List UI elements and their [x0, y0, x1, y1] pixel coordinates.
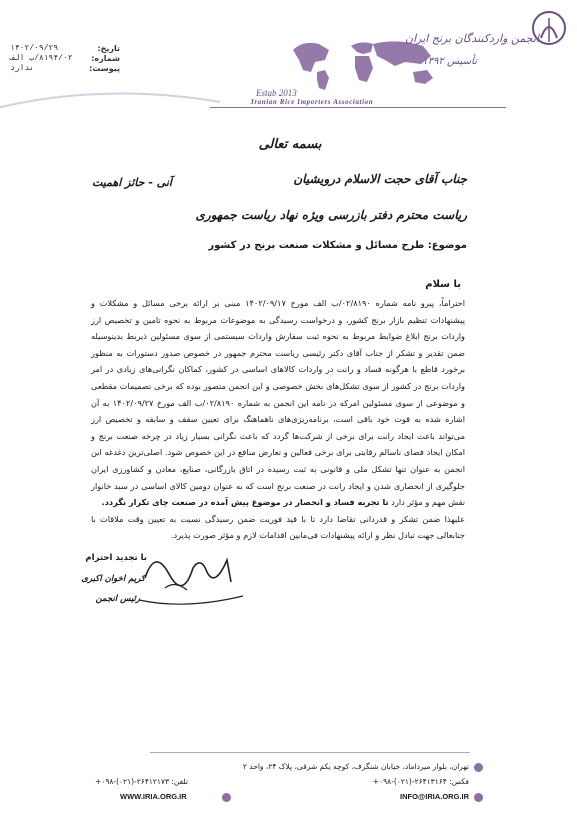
- letter-meta: [10, 44, 120, 74]
- greeting: با سلام: [425, 279, 461, 290]
- established-latin: Estab 2013: [256, 88, 297, 98]
- location-icon: [474, 763, 483, 772]
- meta-date-row: [10, 44, 120, 54]
- number-label: شماره:: [91, 54, 120, 63]
- signature-regards: با تجدید احترام: [85, 553, 147, 563]
- signatory-name: کریم اخوان اکبری: [81, 574, 145, 584]
- subject-line: موضوع: طرح مسائل و مشکلات صنعت برنج در کشور: [208, 240, 467, 251]
- footer-fax: فکس: ۲۶۴۱۳۱۶۴-(۰۲۱)-۰۹۸+: [372, 777, 469, 786]
- footer-address: تهران، بلوار میرداماد، خیابان شنگرف، کوچه یکم شرقی، پلاک ۲۴، واحد ۲: [242, 762, 469, 771]
- org-established: تأسیس ۱۳۹۲: [422, 56, 477, 67]
- meta-attachment-row: [10, 64, 120, 74]
- letter-body: [91, 295, 465, 544]
- urgency-note: آنی - حائز اهمیت: [92, 176, 172, 189]
- date-label: تاریخ:: [97, 44, 120, 53]
- attachment-label: پیوست:: [89, 64, 120, 73]
- body-paragraph-1-bold: تا تجربه فساد و انحصار در موضوع پیش آمده در صنعت چای تکرار نگردد.: [101, 497, 389, 508]
- invocation: بسمه تعالی: [258, 137, 322, 152]
- date-value: ۱۴۰۲/۰۹/۲۹: [10, 44, 59, 53]
- association-latin-name: Iranian Rice Importers Association: [251, 98, 374, 106]
- header-divider: [210, 107, 506, 108]
- signatory-title: رئیس انجمن: [95, 594, 140, 604]
- attachment-value: ندارد: [10, 64, 35, 73]
- meta-number-row: [10, 54, 120, 64]
- decorative-arc: [0, 220, 90, 740]
- handwritten-signature: [135, 538, 250, 610]
- footer-phone: تلفن: ۲۶۴۱۲۱۷۳-(۰۲۱)-۰۹۸+: [95, 777, 188, 786]
- web-icon: [222, 793, 231, 802]
- email-icon: [474, 793, 483, 802]
- body-paragraph-2: علیهذا ضمن تشکر و قدردانی تقاضا دارد تا با قید فوریت ضمن رسیدگی نسبت به تعیین وقت ملاقات با جنابعالی جهت تبادل نظر و ارائه پیشنهادات فی‌مابین اقدامات لازم و مؤثر صورت پذیرد.: [91, 513, 465, 541]
- number-value: ۸۱۹۴/۰۲/ب الف: [10, 54, 73, 63]
- emblem-icon: [529, 8, 569, 52]
- addressee-title: ریاست محترم دفتر بازرسی ویژه نهاد ریاست جمهوری: [195, 208, 467, 222]
- footer-divider: [150, 752, 470, 753]
- addressee: جناب آقای حجت الاسلام درویشیان: [293, 172, 467, 186]
- body-paragraph-1-text: احتراماً، پیرو نامه شماره ۰۲/۸۱۹۰/ب الف مورخ ۱۴۰۲/۰۹/۱۷ مبنی بر ارائه برخی مسائل و مشکلات و پیشنهادات تنظیم بازار برنج کشور، و درخواست رسیدگی به موضوعات مربوط به نحوه تامین و تخصیص ارز واردات برنج ابلاغ ضوابط مربوط به نحوه ثبت سفارش واردات سیستمی از سوی مسئولین ذیربط بدینوسیله ضمن تقدیر و تشکر از جناب آقای دکتر رئیسی ریاست محترم جمهور در خصوص صدور دستورات به منظور برخورد قاطع با هرگونه فساد و رانت در واردات کالاهای اساسی در کشور، کماکان نگرانی‌های زیادی در امر واردات برنج در کشور از سوی تشکل‌های بخش خصوصی و این انجمن متصور بوده که برخی تصمیمات مقطعی و موضوعی از سوی مسئولین امرکه در نامه این انجمن به شماره ۰۲/۸۱۹۰/ب الف مورخ ۱۴۰۲/۰۹/۲۷ به آن اشاره شده به قوت خود باقی است، برنامه‌ریزی‌های ناهماهنگ برای تعیین سقف و سابقه و تخصیص ارز می‌تواند باعث ایجاد رانت برای برخی از شرکت‌ها گردد که باعث نگرانی بسیار زیاد در چرخه صنعت برنج و امکان ایجاد فضای ناسالم رقابتی برای برخی فعالین و تعارض منافع در این خصوص شود. اصلی‌ترین دغدغه این انجمن به عنوان تنها تشکل ملی و قانونی به ثبت رسیده در اتاق بازرگانی، صنایع، معادن و کشاورزی ایران جلوگیری از انحصاری شدن و ایجاد رانت در صنعت برنج است که به عنوان دومین کالای اساسی در سبد خانوار نقش مهم و مؤثر دارد: [91, 298, 466, 508]
- org-name: انجمن واردکنندگان برنج ایران: [405, 32, 539, 45]
- footer-email[interactable]: INFO@IRIA.ORG.IR: [400, 792, 469, 801]
- footer-website[interactable]: WWW.IRIA.ORG.IR: [120, 792, 187, 801]
- body-paragraph-1: [91, 295, 465, 511]
